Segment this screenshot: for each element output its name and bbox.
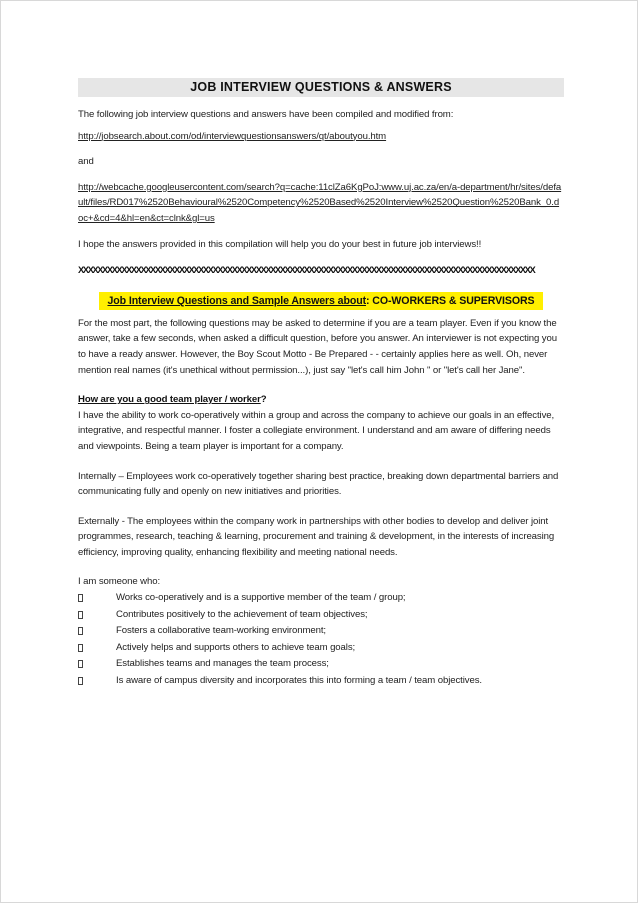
bullet-icon [78,611,83,619]
separator-line: XXXXXXXXXXXXXXXXXXXXXXXXXXXXXXXXXXXXXXXXXXXXXXXXXXXXXXXXXXXXXXXXXXXXXXXXXXXXXXXXXXXXXXXXXXXXXXX [78,264,535,276]
bullet-icon [78,660,83,668]
question-mark: ? [260,394,267,406]
hope-text: I hope the answers provided in this compilation will help you do your best in future job interviews!! [78,238,482,250]
document-title: JOB INTERVIEW QUESTIONS & ANSWERS [78,78,564,97]
bullet-icon [78,627,83,635]
intro-text: The following job interview questions and answers have been compiled and modified from: [78,109,454,120]
list-item-text: Is aware of campus diversity and incorporates this into forming a team / team objectives. [116,675,482,687]
and-text: and [78,156,94,168]
list-intro: I am someone who: [78,576,161,588]
document-body [78,78,564,690]
list-item-text: Actively helps and supports others to achieve team goals; [116,641,356,653]
list-item [78,623,564,640]
question-heading: How are you a good team player / worker [78,394,261,406]
section-heading-suffix: : CO-WORKERS & SUPERVISORS [366,294,535,307]
list-item [78,656,564,673]
list-item [78,607,564,624]
list-item-text: Fosters a collaborative team-working environment; [116,625,326,637]
source-link-2[interactable]: http://webcache.googleusercontent.com/search?q=cache:11clZa6KgPoJ:www.uj.ac.za/en/a-department/hr/sites/default/files/RD017%2520Behavioural%2520Competency%2520Based%2520Interview%2520Question%2520Bank_0.doc+&cd=4&hl=en&ct=clnk&gl=us [78,181,562,224]
intro-paragraph: For the most part, the following questions may be asked to determine if you are a team player. Even if you know the answer, take a few seconds, when asked a difficult question, before you answer. An interviewer is not expecting you to have a ready answer. However, the Boy Scout Motto - Be Prepared - - certainly applies here as well. Oh, never mention real names (it's unethical without permission...), just say "let's call him John " or "let's call her Jane". [78,317,557,376]
bullet-icon [78,594,83,602]
bullet-list [78,590,564,690]
bullet-icon [78,644,83,652]
bullet-icon [78,677,83,685]
section-heading [99,292,542,310]
list-item-text: Establishes teams and manages the team process; [116,658,329,670]
list-item-text: Works co-operatively and is a supportive member of the team / group; [116,592,406,604]
answer-paragraph: I have the ability to work co-operatively within a group and across the company to achieve our goals in an effective, integrative, and respectful manner. I foster a collegiate environment. I understand and am aware of differing needs and viewpoints. Being a team player is important for a company. [78,409,555,452]
section-heading-prefix: Job Interview Questions and Sample Answers about [107,294,367,307]
list-item [78,673,564,690]
externally-paragraph: Externally - The employees within the company work in partnerships with other bodies to develop and deliver joint programmes, research, teaching & learning, procurement and training & development, in the interests of increasing efficiency, improving quality, enhancing flexibility and meeting national needs. [78,515,555,558]
internally-paragraph: Internally – Employees work co-operatively together sharing best practice, breaking down departmental barriers and communicating fully and openly on new initiatives and priorities. [78,470,559,498]
list-item [78,590,564,607]
list-item [78,640,564,657]
list-item-text: Contributes positively to the achievement of team objectives; [116,608,368,620]
source-link-1[interactable]: http://jobsearch.about.com/od/interviewquestionsanswers/qt/aboutyou.htm [78,130,387,142]
